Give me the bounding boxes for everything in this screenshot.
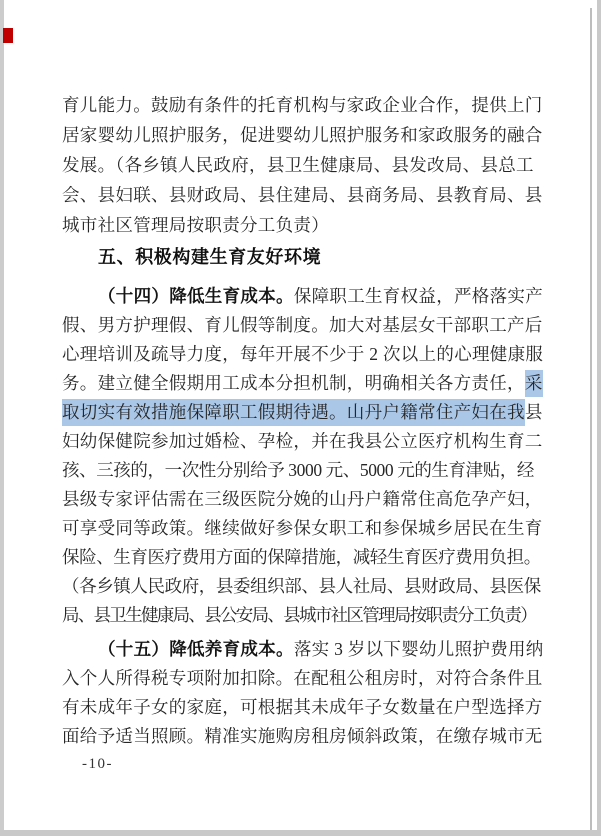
paragraph-continuation: [62, 90, 546, 240]
text-line: 居家婴幼儿照护服务，促进婴幼儿照护服务和家政服务的融合: [62, 125, 543, 145]
selected-text: 取切实有效措施保障职工假期待遇。山丹户籍常住产妇在我: [62, 399, 525, 426]
text-line: 县级专家评估需在三级医院分娩的山丹户籍常住高危孕产妇，: [62, 489, 543, 509]
viewer-right-gutter: [597, 0, 601, 836]
text-line: 保险、生育医疗费用方面的保障措施，减轻生育医疗费用负担。: [62, 547, 541, 567]
paragraph-lead-bold: （十五）降低养育成本。: [98, 639, 294, 659]
text-line: 孩、三孩的，一次性分别给予 3000 元、5000 元的生育津贴，经: [62, 460, 535, 480]
text-segment: 落实 3 岁以下婴幼儿照护费用纳: [293, 639, 544, 659]
paragraph-lead-bold: （十四）降低生育成本。: [98, 286, 294, 306]
text-line: 会、县妇联、县财政局、县住建局、县商务局、县教育局、县: [62, 185, 543, 205]
selected-text: 采: [525, 370, 543, 397]
page-right-border: [590, 8, 592, 836]
paragraph-15: [62, 635, 546, 751]
text-line: 发展。（各乡镇人民政府，县卫生健康局、县发改局、县总工: [62, 155, 534, 175]
text-line: 城市社区管理局按职责分工负责）: [62, 215, 329, 235]
text-segment: 县: [524, 402, 543, 422]
document-body: [62, 90, 546, 751]
text-line: [62, 398, 546, 427]
text-line: 入个人所得税专项附加扣除。在配租公租房时，对符合条件且: [62, 668, 543, 688]
text-line: [62, 635, 546, 664]
text-line: 局、县卫生健康局、县公安局、县城市社区管理局按职责分工负责）: [62, 605, 536, 625]
text-line: 有未成年子女的家庭，可根据其未成年子女数量在户型选择方: [62, 697, 543, 717]
red-marker: [3, 28, 13, 43]
text-line: 妇幼保健院参加过婚检、孕检，并在我县公立医疗机构生育二: [62, 431, 543, 451]
page-number: -10-: [82, 756, 113, 772]
section-heading: 五、积极构建生育友好环境: [98, 247, 322, 267]
text-line: （各乡镇人民政府，县委组织部、县人社局、县财政局、县医保: [62, 576, 541, 596]
text-segment: 务。建立健全假期用工成本分担机制，明确相关各方责任，: [62, 373, 525, 393]
viewer-bottom-gutter: [0, 830, 601, 836]
text-line: 育儿能力。鼓励有条件的托育机构与家政企业合作，提供上门: [62, 95, 543, 115]
text-line: 心理培训及疏导力度，每年开展不少于 2 次以上的心理健康服: [62, 344, 544, 364]
text-line: 面给予适当照顾。精准实施购房租房倾斜政策，在缴存城市无: [62, 726, 543, 746]
page-left-edge: [0, 0, 4, 836]
text-line: 可享受同等政策。继续做好参保女职工和参保城乡居民在生育: [62, 518, 543, 538]
text-line: 假、男方护理假、育儿假等制度。加大对基层女干部职工产后: [62, 315, 543, 335]
paragraph-14: [62, 282, 546, 630]
text-line: [62, 369, 546, 398]
text-line: [62, 282, 546, 311]
text-segment: 保障职工生育权益，严格落实产: [293, 286, 544, 306]
